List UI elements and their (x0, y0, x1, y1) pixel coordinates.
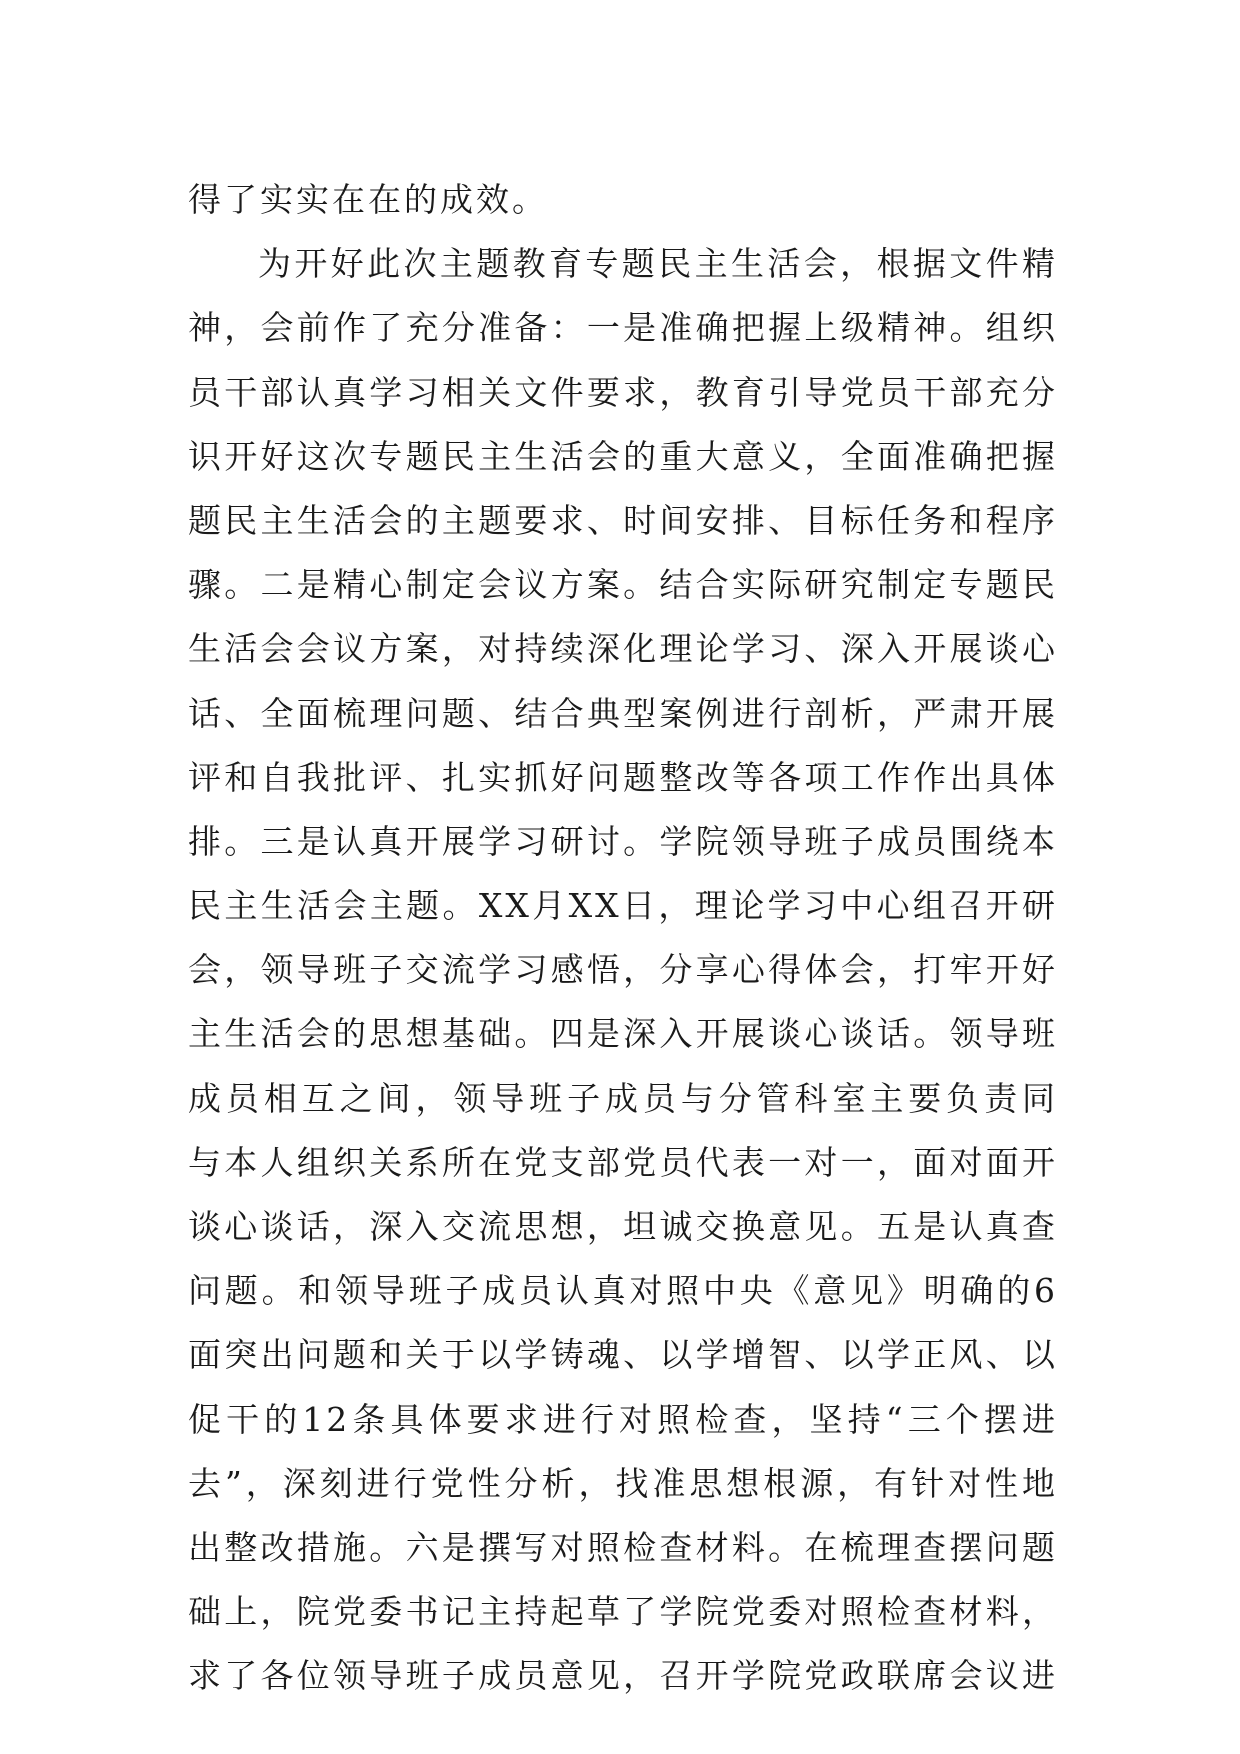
text-line: 与本人组织关系所在党支部党员代表一对一，面对面开 (188, 1142, 1058, 1182)
text-line: 会，领导班子交流学习感悟，分享心得体会，打牢开好 (188, 950, 1058, 990)
text-line: 去”，深刻进行党性分析，找准思想根源，有针对性地 (188, 1463, 1058, 1503)
body-text (188, 168, 1058, 1709)
text-line: 主生活会的思想基础。四是深入开展谈心谈话。领导班 (188, 1014, 1058, 1054)
text-line: 骤。二是精心制定会议方案。结合实际研究制定专题民 (188, 565, 1058, 605)
text-line: 求了各位领导班子成员意见，召开学院党政联席会议进 (188, 1656, 1058, 1696)
text-line: 促干的12条具体要求进行对照检查，坚持“三个摆进 (188, 1399, 1058, 1439)
text-line: 评和自我批评、扎实抓好问题整改等各项工作作出具体 (188, 757, 1058, 797)
text-line: 话、全面梳理问题、结合典型案例进行剖析，严肃开展 (188, 693, 1058, 733)
text-line: 面突出问题和关于以学铸魂、以学增智、以学正风、以 (188, 1335, 1058, 1375)
text-line: 础上，院党委书记主持起草了学院党委对照检查材料， (188, 1592, 1058, 1632)
text-line: 民主生活会主题。XX月XX日，理论学习中心组召开研 (188, 886, 1058, 926)
text-line: 神，会前作了充分准备：一是准确把握上级精神。组织 (188, 308, 1058, 348)
text-line: 出整改措施。六是撰写对照检查材料。在梳理查摆问题 (188, 1527, 1058, 1567)
text-line: 排。三是认真开展学习研讨。学院领导班子成员围绕本 (188, 821, 1058, 861)
text-line: 成员相互之间，领导班子成员与分管科室主要负责同 (188, 1078, 1058, 1118)
text-line: 谈心谈话，深入交流思想，坦诚交换意见。五是认真查 (188, 1207, 1058, 1246)
paragraph-first-line: 为开好此次主题教育专题民主生活会，根据文件精 (258, 244, 1058, 284)
text-line: 题民主生活会的主题要求、时间安排、目标任务和程序 (188, 500, 1058, 540)
text-line: 员干部认真学习相关文件要求，教育引导党员干部充分 (188, 372, 1058, 412)
text-line: 识开好这次专题民主生活会的重大意义，全面准确把握 (188, 436, 1058, 476)
text-line: 得了实实在在的成效。 (188, 180, 548, 219)
text-line: 问题。和领导班子成员认真对照中央《意见》明确的6 (188, 1271, 1058, 1311)
text-line: 生活会会议方案，对持续深化理论学习、深入开展谈心 (188, 629, 1058, 669)
